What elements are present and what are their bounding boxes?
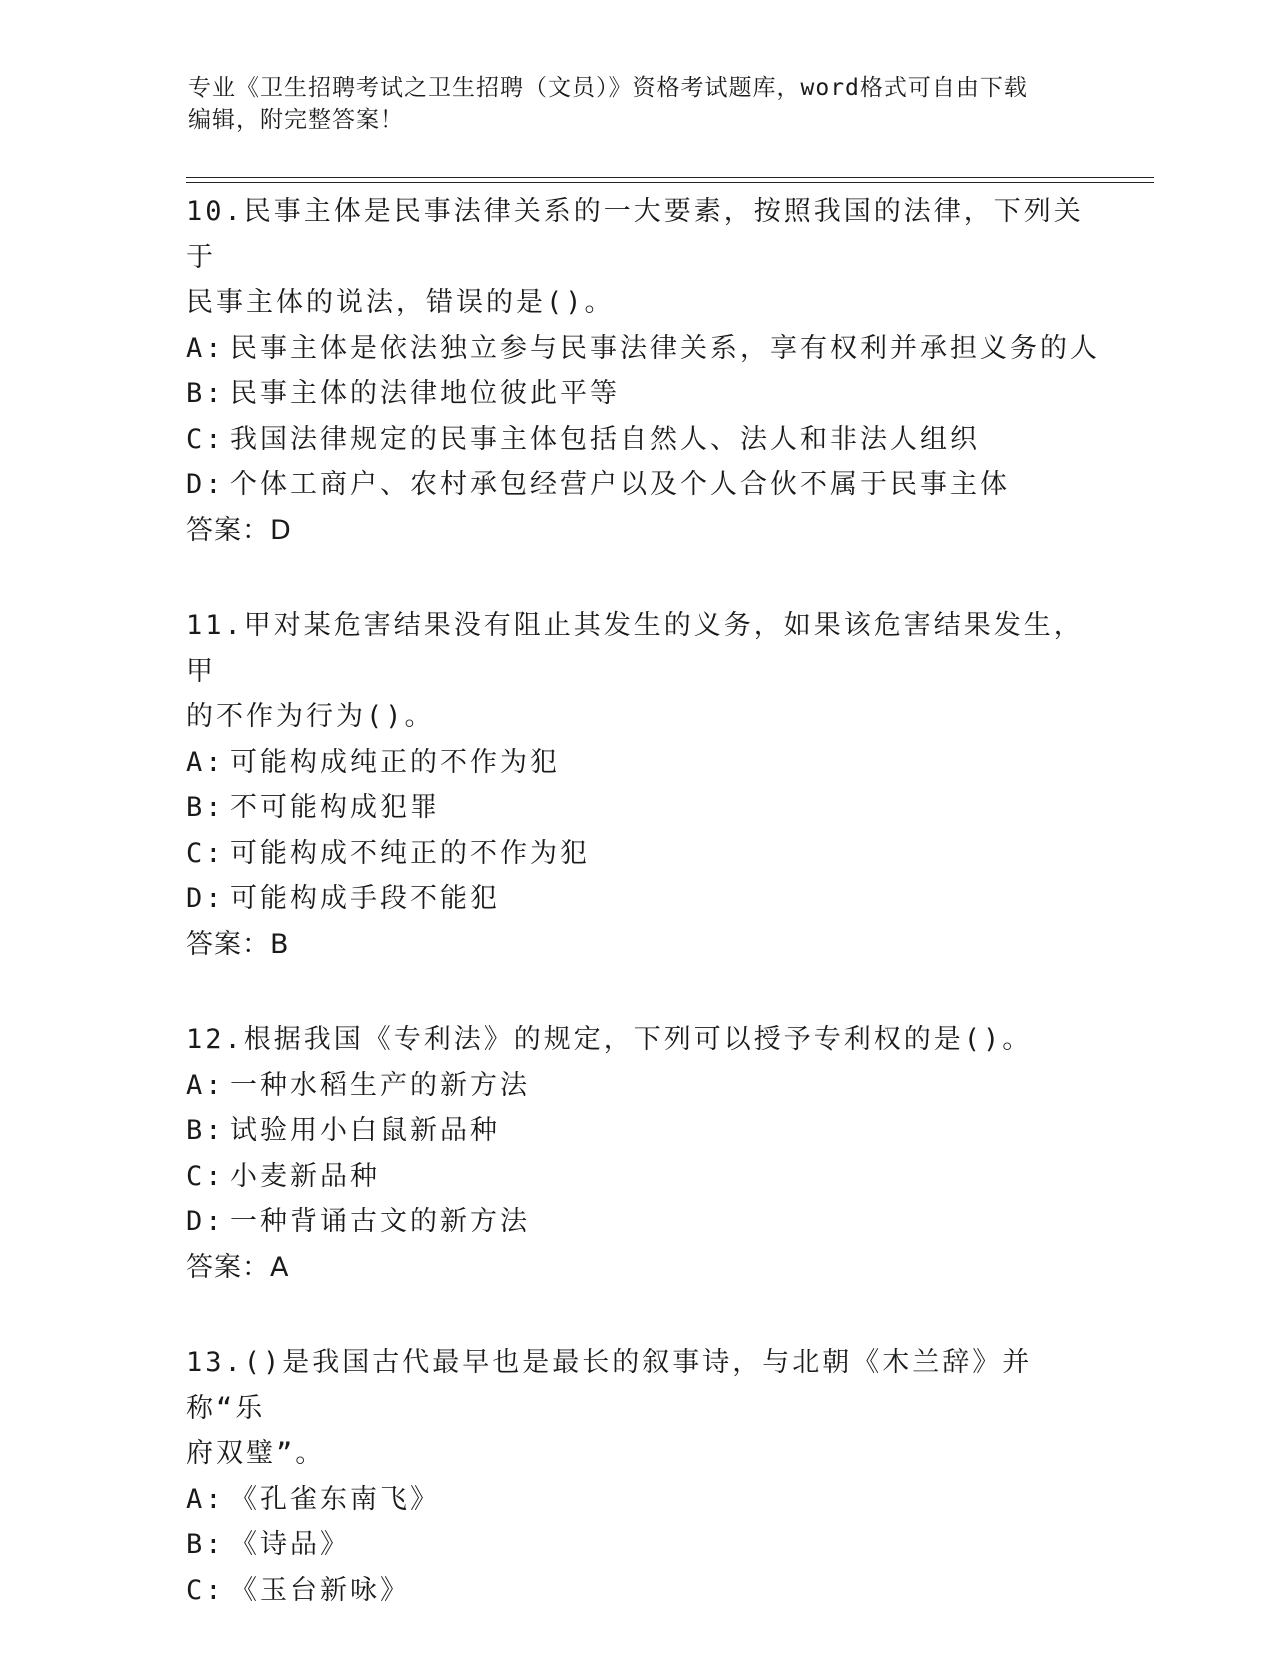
question-13 — [186, 1340, 1086, 1613]
question-stem — [186, 1340, 1086, 1477]
option-label: C: — [186, 1160, 225, 1192]
question-stem-line: 民事主体的说法，错误的是()。 — [186, 287, 615, 318]
option-label: B: — [186, 378, 225, 409]
option-label: A: — [186, 332, 225, 364]
option-b — [186, 371, 1086, 417]
question-stem — [186, 603, 1086, 740]
option-text: 可能构成纯正的不作为犯 — [230, 746, 560, 778]
question-stem-line: 13.()是我国古代最早也是最长的叙事诗，与北朝《木兰辞》并称“乐 — [186, 1347, 1033, 1424]
question-stem-line: 11.甲对某危害结果没有阻止其发生的义务，如果该危害结果发生，甲 — [186, 610, 1084, 687]
option-c — [186, 417, 1086, 463]
question-stem — [186, 1017, 1086, 1063]
option-label: D: — [186, 883, 225, 914]
option-c — [186, 1154, 1086, 1200]
question-11 — [186, 603, 1086, 967]
option-c — [186, 831, 1086, 877]
option-label: C: — [186, 837, 225, 869]
option-label: B: — [186, 1115, 225, 1146]
option-text: 《诗品》 — [230, 1529, 350, 1560]
header-line-2: 编辑，附完整答案！ — [188, 107, 404, 133]
option-label: C: — [186, 1574, 225, 1606]
option-a — [186, 1063, 1086, 1109]
option-d — [186, 462, 1086, 508]
question-12 — [186, 1017, 1086, 1290]
answer-line: 答案：A — [186, 1251, 290, 1283]
option-c — [186, 1568, 1086, 1614]
option-text: 民事主体是依法独立参与民事法律关系，享有权利并承担义务的人 — [230, 332, 1100, 364]
option-label: A: — [186, 1069, 225, 1101]
question-stem-line: 12.根据我国《专利法》的规定，下列可以授予专利权的是()。 — [186, 1024, 1033, 1055]
option-b — [186, 1108, 1086, 1154]
option-text: 个体工商户、农村承包经营户以及个人合伙不属于民事主体 — [230, 469, 1010, 500]
answer-line: 答案：D — [186, 514, 292, 546]
option-text: 试验用小白鼠新品种 — [230, 1115, 500, 1146]
option-text: 《玉台新咏》 — [230, 1574, 410, 1606]
option-label: A: — [186, 1483, 225, 1515]
option-b — [186, 785, 1086, 831]
option-text: 不可能构成犯罪 — [230, 792, 440, 823]
question-stem — [186, 189, 1086, 326]
option-d — [186, 1199, 1086, 1245]
option-text: 一种水稻生产的新方法 — [230, 1069, 530, 1101]
option-d — [186, 876, 1086, 922]
option-a — [186, 740, 1086, 786]
question-stem-line: 的不作为行为()。 — [186, 701, 435, 732]
header-line-1: 专业《卫生招聘考试之卫生招聘（文员）》资格考试题库，word格式可自由下载 — [188, 75, 1028, 101]
option-label: A: — [186, 746, 225, 778]
option-a — [186, 326, 1100, 372]
option-text: 可能构成手段不能犯 — [230, 883, 500, 914]
option-text: 我国法律规定的民事主体包括自然人、法人和非法人组织 — [230, 423, 980, 455]
option-text: 一种背诵古文的新方法 — [230, 1206, 530, 1237]
question-stem-line: 府双璧”。 — [186, 1438, 326, 1469]
option-label: B: — [186, 1529, 225, 1560]
header-divider-top — [186, 177, 1154, 178]
option-text: 可能构成不纯正的不作为犯 — [230, 837, 590, 869]
answer-line: 答案：B — [186, 928, 290, 960]
option-label: B: — [186, 792, 225, 823]
header-divider-bottom — [186, 182, 1154, 183]
document-header — [188, 72, 1068, 136]
option-label: D: — [186, 1206, 225, 1237]
option-label: C: — [186, 423, 225, 455]
question-10 — [186, 189, 1100, 553]
option-text: 民事主体的法律地位彼此平等 — [230, 378, 620, 409]
question-list — [186, 189, 1100, 1663]
question-stem-line: 10.民事主体是民事法律关系的一大要素，按照我国的法律，下列关于 — [186, 196, 1084, 273]
option-a — [186, 1477, 1086, 1523]
option-text: 小麦新品种 — [230, 1160, 380, 1192]
option-label: D: — [186, 469, 225, 500]
option-text: 《孔雀东南飞》 — [230, 1483, 440, 1515]
option-b — [186, 1522, 1086, 1568]
